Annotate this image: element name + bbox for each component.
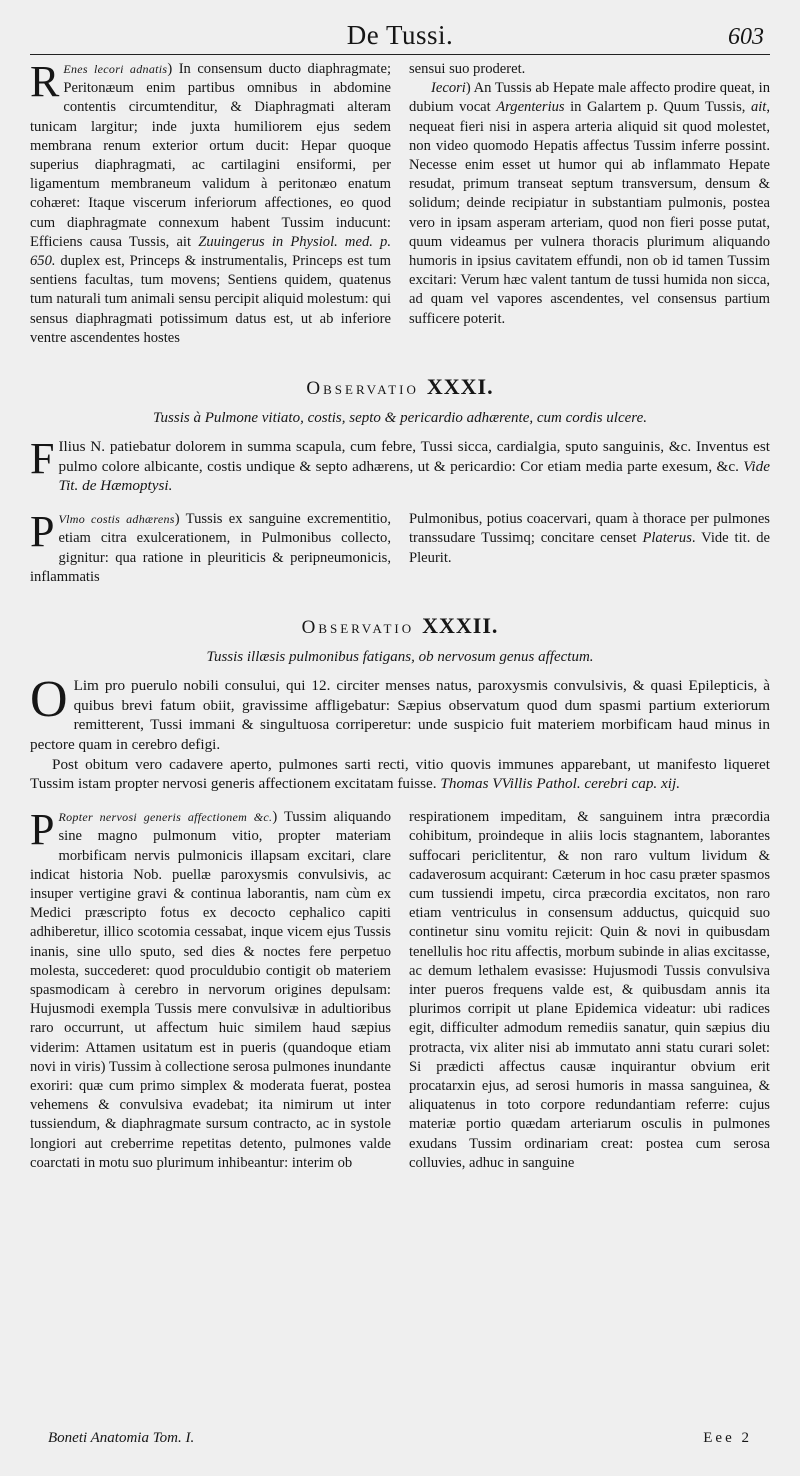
heading-number: XXXI. bbox=[426, 374, 494, 400]
commentary-paragraph bbox=[30, 507, 391, 587]
commentary-paragraph bbox=[409, 808, 770, 1173]
observation-subtitle: Tussis à Pulmone vitiato, costis, septo & pericardio adhærente, cum cordis ulcere. bbox=[153, 410, 647, 427]
paragraph-text: ) Tussis ex sanguine excrementitio, etiam citra exulcerationem, in Pulmonibus collecto, gignitur: qua ratione in pleuriticis & peripneumonicis, inflammatis bbox=[30, 511, 391, 585]
running-title: De Tussi. bbox=[346, 20, 454, 50]
observation-text bbox=[30, 670, 770, 755]
top-left-column bbox=[30, 57, 391, 348]
paragraph-text: ) An Tussis ab Hepate male affecto prodire queat, in dubium vocat bbox=[409, 80, 770, 116]
lemma: Vlmo costis adhærens bbox=[58, 512, 175, 527]
header-rule bbox=[30, 54, 770, 55]
citation: Platerus bbox=[642, 530, 692, 547]
citation: Argenterius bbox=[496, 99, 565, 116]
lemma: Iecori bbox=[431, 80, 466, 97]
footer-title: Boneti Anatomia Tom. I. bbox=[48, 1430, 195, 1446]
observation-heading bbox=[30, 374, 770, 400]
drop-initial: F bbox=[30, 434, 55, 484]
page-footer bbox=[48, 1430, 752, 1447]
spacer bbox=[30, 496, 770, 510]
page-header bbox=[30, 14, 770, 54]
citation: ait bbox=[750, 99, 767, 116]
drop-initial: R bbox=[30, 57, 60, 106]
citation: Thomas VVillis Pathol. cerebri cap. xij. bbox=[440, 775, 681, 793]
paragraph-text: sensui suo proderet. bbox=[409, 61, 526, 77]
drop-initial: P bbox=[30, 507, 55, 557]
paragraph-text: duplex est, Princeps & instrumentalis, Princeps est tum sentiens facultas, tum movens; Sentiens quidem, quatenus tum naturali tum animali sensu percipit aliquid molestum: qui sensus diaphragmati potissimum datus est, ut ab inferiore ventre ascendentes hostes bbox=[30, 253, 391, 346]
observation-heading bbox=[30, 613, 770, 639]
commentary-paragraph bbox=[30, 805, 391, 1173]
paragraph-text: in Galartem p. Quum Tussis, bbox=[564, 99, 751, 116]
heading-word: Observatio bbox=[306, 378, 419, 400]
lemma: Enes lecori adnatis bbox=[63, 62, 168, 76]
paragraph-text: Pulmonibus, potius coacervari, quam à thorace per pulmones transsudare Tussimq; concitare censet bbox=[409, 511, 770, 547]
citation: Vide Tit. de Hæmoptysi. bbox=[58, 457, 770, 495]
heading-number: XXXII. bbox=[422, 612, 499, 638]
citation: Zuuingerus in Physiol. med. p. 650. bbox=[30, 233, 391, 270]
top-left-paragraph bbox=[30, 57, 391, 348]
paragraph-text: respirationem impeditam, & sanguinem intra præcordia cohibitum, proindeque in aliis locis stagnantem, laborantes suffocari periclitentur, & non raro vultum lividum & cadaverosum acquirant: Cæterum in hoc casu præter spasmos cum tussiendi impetu, circa præcordia excitatos, non raro etiam ventriculus in consensum adductus, quicquid suo continetur sinu vomitu rejicit: Quin & novi in quibusdam tenellulis hoc ritu affectis, morbum subinde in alias excitasse, ac demum lethalem evasisse: Hujusmodi Tussis convulsiva inter pueros frequens valde est, & quibusdam annis ita plurimos corripit ut plane Epidemica videatur: ubi radices egit, difficulter admodum remediis sanatur, quin sæpius diu protracta, vix aliter nisi ab immutato anni statu curari solet: Si prædicti affectus causæ inquirantur obvium erit procatarxin ejus, ad serosi humoris in massa sanguinea, & aliquatenus in toto corpore redundantiam referre: cujus materiæ portio quædam arteriarum osculis in pulmones exudans Tussim ordinariam creat: postea cum serosa colluvies, adhuc in sanguine bbox=[409, 809, 770, 1171]
top-right-paragraph bbox=[409, 60, 770, 329]
obs32-commentary bbox=[30, 805, 770, 1173]
paragraph-text: . Vide tit. de Pleurit. bbox=[409, 530, 770, 566]
signature-mark: Eee 2 bbox=[703, 1430, 752, 1446]
observation-subtitle: Tussis illæsis pulmonibus fatigans, ob nervosum genus affectum. bbox=[206, 648, 594, 665]
obs31-commentary bbox=[30, 507, 770, 587]
observation-text bbox=[30, 434, 770, 496]
top-commentary bbox=[30, 57, 771, 348]
obs32-left-column bbox=[30, 805, 391, 1173]
drop-initial: O bbox=[30, 670, 68, 728]
paragraph-text: ) Tussim aliquando sine magno pulmonum vitio, propter materiam morbificam nervis pulmonicis illapsam excitari, clare indicat historia Nob. puellæ paroxysmis convulsivis, ac insuper vertigine gravi & continua laborantis, nam cùm ex Medici præscripto fotus ex decocto cephalico capiti adhiberetur, illico scotomia cessabat, inque vicem ejus Tussis inanis, sine ullo sputo, sed dies & noctes fere perpetuo molesta, succederet: quod proculdubio contigit ob materiem spasmodicam à cerebro in nervorum origines depulsam: Hujusmodi exempla Tussis mere convulsivæ in adultioribus raro occurrunt, ut affectum huic similem haud sæpius viderim: Attamen usitatum est in pueris (quandoque etiam novi in viris) Tussim à collectione serosa pulmones inundante exoriri: quæ cum primo simplex & moderata fuerat, postea vehemens & convulsiva evadebat; ita nimirum ut inter tussiendum, & diaphragmate sursum contracto, ac in systole longiori aut creberrime repetitas detento, pulmones valde coarctati in motu suo plurimum inhibeantur: interim ob bbox=[30, 809, 391, 1171]
drop-initial: P bbox=[30, 805, 55, 855]
top-right-column bbox=[409, 60, 770, 348]
commentary-paragraph bbox=[409, 510, 770, 568]
spacer bbox=[30, 794, 770, 808]
paragraph-text: Post obitum vero cadavere aperto, pulmones sarti recti, vitio quovis immunes apparebant, ut manifesto liqueret Tussim istam propter nervosi generis affectionem excitatam fuisse. bbox=[30, 755, 770, 793]
obs32-right-column bbox=[409, 808, 770, 1173]
heading-word: Observatio bbox=[301, 616, 415, 638]
paragraph-text: , nequeat fieri nisi in aspera arteria aliquid sit quod molestet, non video quomodo Hepatis affectus Tussim inferre possint. Necesse enim esset ut humor qui ab inflammato Hepate resudat, primum transeat septum transversum, densum & solidum; deinde recipiatur in substantiam pulmonis, postea vero in ipsam asperam arteriam, quod non fieri posse putat, quum videamus per vulnera thoracis plurimum aliquando humoris in ipsius cavitatem effundi, non ob id tamen Tussim excitari: Verum hæc valent tantum de tussi humida non sicca, ad quam vel vapores ascendentes, vel consensus partium sufficere poterit. bbox=[409, 99, 771, 327]
obs31-right-column bbox=[409, 510, 770, 587]
obs31-left-column bbox=[30, 507, 391, 587]
paragraph-text: ) In consensum ducto diaphragmate; Peritonæum enim partibus omnibus in abdomine contentis circumtenditur, & Diaphragmati alteram tunicam largitur; inde juxta humiliorem ejus sedem membrana renum exterior ortum ducit: Hepar quoque superius diaphragmati, ac cartilagini ensiformi, per ligamentum membraneum validum à peritonæo enatum cohæret: Itaque viscerum inferiorum affectiones, eo quod cum diaphragmate connexum habent Tussim inducunt: Efficiens causa Tussis, ait bbox=[30, 61, 391, 250]
paragraph-text: Lim pro puerulo nobili consului, qui 12. circiter menses natus, paroxysmis convulsivis, & quasi Epilepticis, à quibus brevi fatum obiit, gravissime affligebatur: Sæpius observatum quod dum spasmi partium exteriorum remitterent, Tussi immani & singultuosa corriperetur: unde suspicio fuit materiem morbificam haud minus in pectore quam in cerebro defigi. bbox=[30, 676, 770, 754]
paragraph-text: Ilius N. patiebatur dolorem in summa scapula, cum febre, Tussi sicca, cardialgia, sputo sanguinis, &c. Inventus est pulmo colore albicante, costis undique & septo adhærens, ut & pericardio: Cor etiam media parte exesum, &c. bbox=[58, 438, 770, 475]
lemma: Ropter nervosi generis affectionem &c. bbox=[58, 810, 273, 825]
page-number: 603 bbox=[728, 24, 764, 50]
observation-text bbox=[30, 755, 770, 794]
